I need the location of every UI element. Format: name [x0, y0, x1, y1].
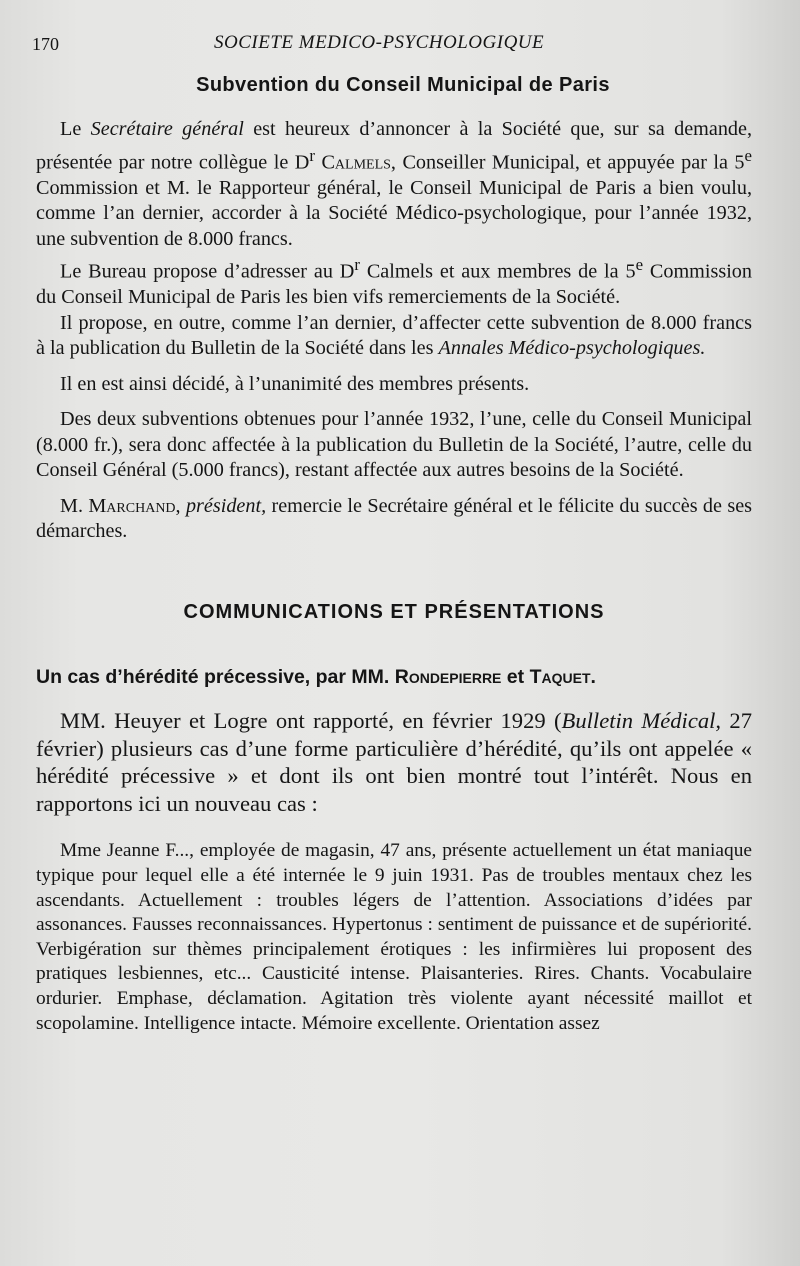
paragraph-case-report: Mme Jeanne F..., employée de magasin, 47 ans, présente actuellement un état maniaque typique pour lequel elle a été internée le 9 juin 1931. Pas de troubles mentaux chez les ascendants. Actuellement : troubles légers de l’attention. Associations d’idées par assonances. Fausses reconnaissances. Hypertonus : sentiment de puissance et de supériorité. Verbigération sur thèmes principalement érotiques : les infirmières lui proposent des pratiques lesbiennes, etc... Causticité intense. Plaisanteries. Rires. Chants. Vocabulaire ordurier. Emphase, déclamation. Agitation très violente ayant nécessité maillot et scopolamine. Intelligence intacte. Mémoire excellente. Orientation assez	[36, 840, 752, 1034]
article-title	[36, 666, 752, 689]
text-run: Calmels et aux membres de la 5	[359, 260, 636, 283]
page-body	[36, 74, 752, 1036]
paragraph-announcement	[36, 117, 752, 252]
paragraph-subventions: Des deux subventions obtenues pour l’année 1932, l’une, celle du Conseil Municipal (8.000 fr.), sera donc affectée à la publication du Bulletin de la Société, l’autre, celle du Conseil Général (5.000 francs), restant affectée aux autres besoins de la Société.	[36, 408, 752, 482]
text-run-italic: Secrétaire général	[90, 118, 244, 140]
text-run: Le	[60, 118, 91, 140]
paragraph-proposal	[36, 311, 752, 362]
text-run: M.	[60, 494, 89, 517]
text-run: et	[501, 665, 530, 688]
paragraph-bureau	[36, 252, 752, 311]
text-run: 27 février) plusieurs cas d’une forme particulière d’hérédité, qu’ils ont appelée « hérédité précessive » et dont ils ont bien montré tout l’intérêt. Nous en rapportons ici un nouveau cas :	[36, 707, 753, 816]
text-run: Un cas d’hérédité précessive, par MM.	[36, 665, 395, 688]
text-run: Commission et M. le Rapporteur général, le Conseil Municipal de Paris a bien voulu, comme l’an dernier, accorder à la Société Médico-psychologique, pour l’année 1932, une subvention de 8.000 francs.	[36, 176, 752, 250]
journal-title: SOCIETE MEDICO-PSYCHOLOGIQUE	[214, 32, 545, 53]
paragraph-decision: Il en est ainsi décidé, à l’unanimité des membres présents.	[60, 372, 530, 395]
text-run: remercie le Secrétaire général et le félicite du succès de ses démarches.	[36, 494, 753, 543]
page-number: 170	[32, 34, 59, 54]
section-title-subvention: Subvention du Conseil Municipal de Paris	[196, 74, 610, 96]
text-run: ,	[175, 494, 186, 517]
author-name: Taquet	[529, 665, 591, 688]
superscript: e	[635, 255, 644, 275]
paragraph-president	[36, 494, 752, 545]
superscript: r	[309, 145, 315, 165]
text-run: MM. Heuyer et Logre ont rapporté, en février 1929 (	[60, 707, 562, 733]
text-run: .	[590, 665, 596, 688]
author-name: Rondepierre	[394, 665, 502, 688]
section-title-communications: COMMUNICATIONS ET PRÉSENTATIONS	[183, 600, 605, 623]
text-run: Commission du Conseil Municipal de Paris les bien vifs remerciements de la Société.	[36, 260, 752, 309]
text-run-italic: Annales Médico-psychologiques.	[438, 337, 706, 360]
name-small-caps: Calmels	[321, 151, 391, 174]
text-run-italic: président,	[185, 494, 267, 517]
paragraph-intro	[36, 707, 752, 817]
text-run: , Conseiller Municipal, et appuyée par la 5	[390, 151, 745, 174]
name-small-caps: Marchand	[88, 494, 176, 517]
text-run: est heureux d’annoncer à la Société que, sur sa demande, présentée par notre collègue le D	[36, 118, 753, 174]
superscript: e	[744, 145, 753, 165]
running-header	[32, 32, 760, 56]
superscript: r	[354, 255, 360, 275]
text-run: Il propose, en outre, comme l’an dernier, d’affecter cette subvention de 8.000 francs à la publication du Bulletin de la Société dans les	[36, 311, 752, 360]
text-run-italic: Bulletin Médical,	[561, 707, 722, 733]
text-run: Le Bureau propose d’adresser au D	[60, 260, 355, 283]
